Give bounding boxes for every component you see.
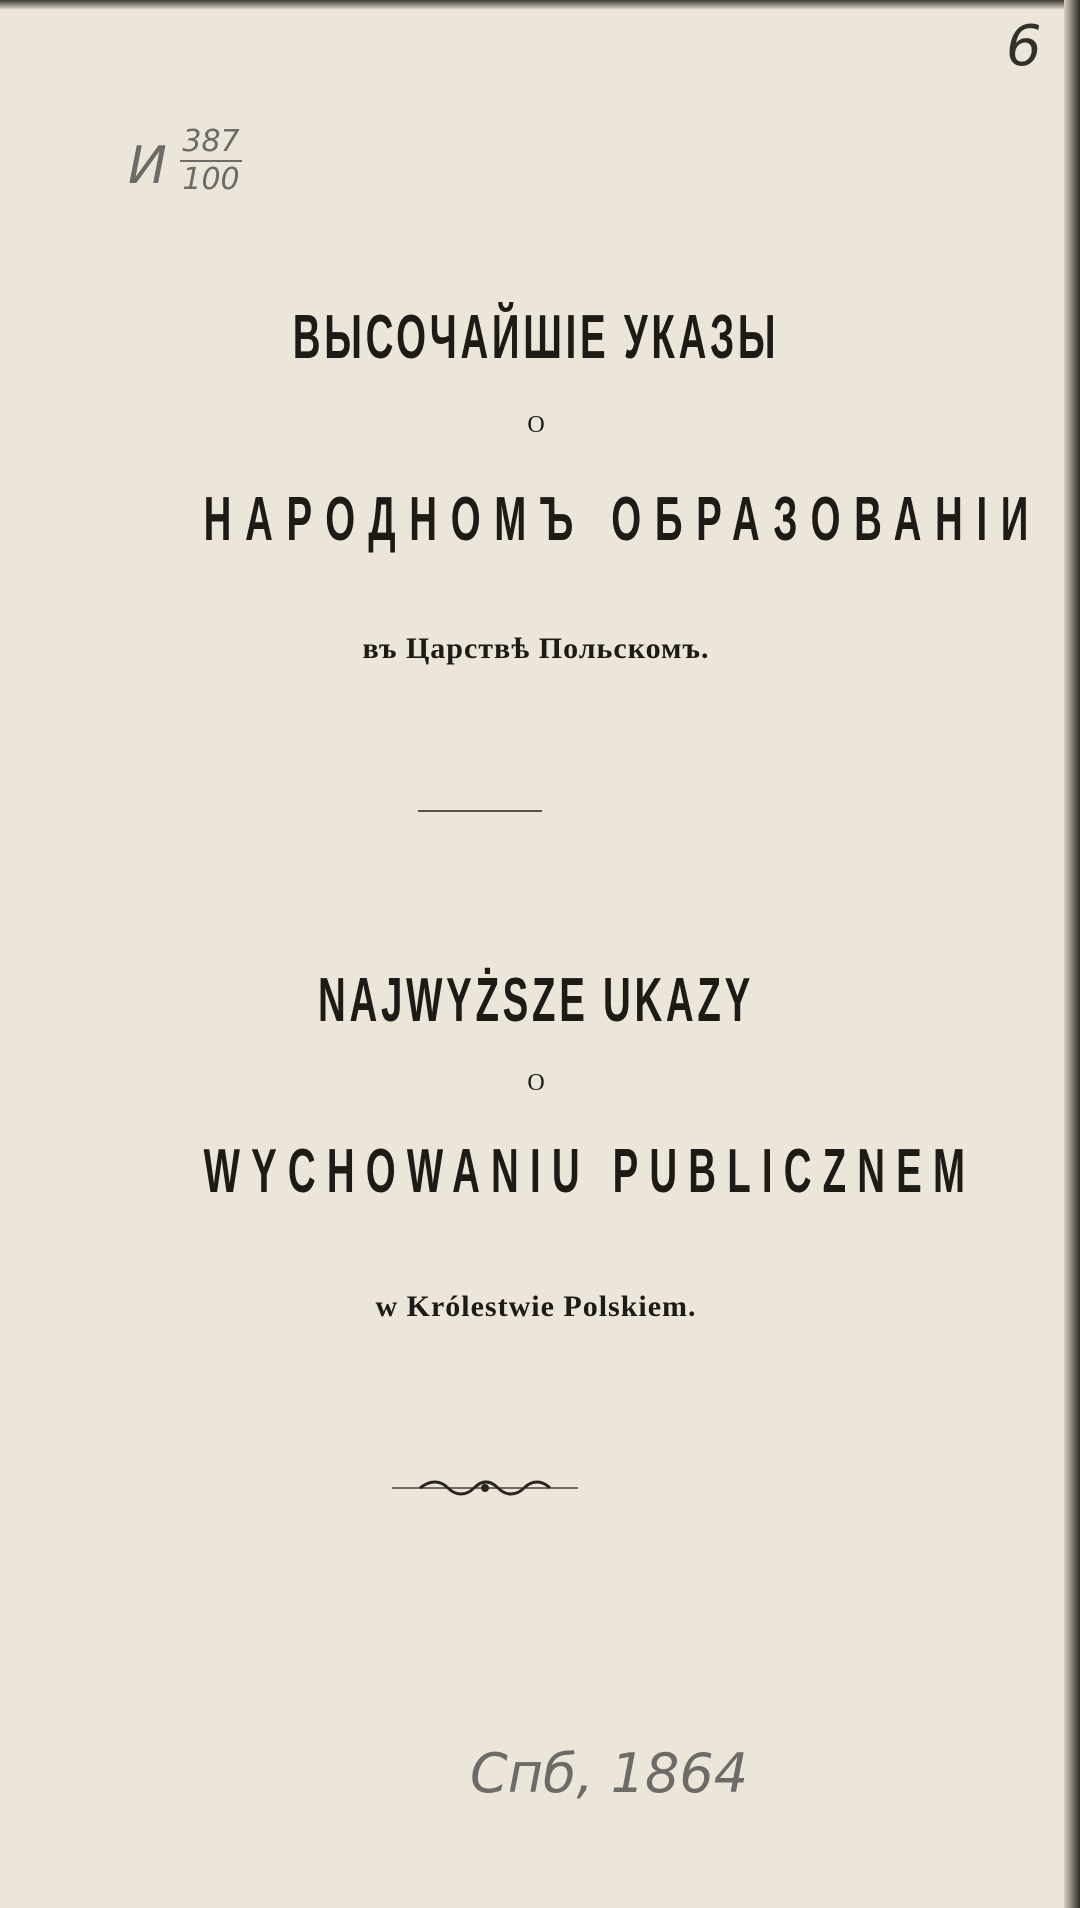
page-number: 6	[1006, 14, 1042, 79]
page-top-shadow	[0, 0, 1072, 10]
shelf-mark-letter: И	[128, 136, 167, 196]
polish-conjunction: O	[527, 1070, 545, 1096]
separator-rule	[418, 810, 542, 812]
shelf-mark-top: 387	[182, 124, 240, 159]
russian-title-line-1: ВЫСОЧАЙШІЕ УКАЗЫ	[292, 303, 780, 372]
polish-title-line-2: WYCHOWANIU PUBLICZNEM	[203, 1137, 977, 1206]
russian-title-line-2: НАРОДНОМЪ ОБРАЗОВАНІИ	[203, 485, 1043, 554]
shelf-mark-bottom: 100	[182, 162, 240, 197]
shelf-mark-fraction	[180, 124, 242, 198]
russian-conjunction: О	[527, 412, 545, 438]
page-edge-shadow	[1064, 0, 1080, 1908]
handwritten-imprint-note: Спб, 1864	[470, 1742, 749, 1805]
ornament-flourish	[390, 1476, 580, 1500]
russian-title-line-3: въ Царствѣ Польскомъ.	[362, 632, 710, 665]
polish-title-line-3: w Królestwie Polskiem.	[375, 1290, 697, 1323]
polish-title-line-1: NAJWYŻSZE UKAZY	[318, 966, 754, 1035]
